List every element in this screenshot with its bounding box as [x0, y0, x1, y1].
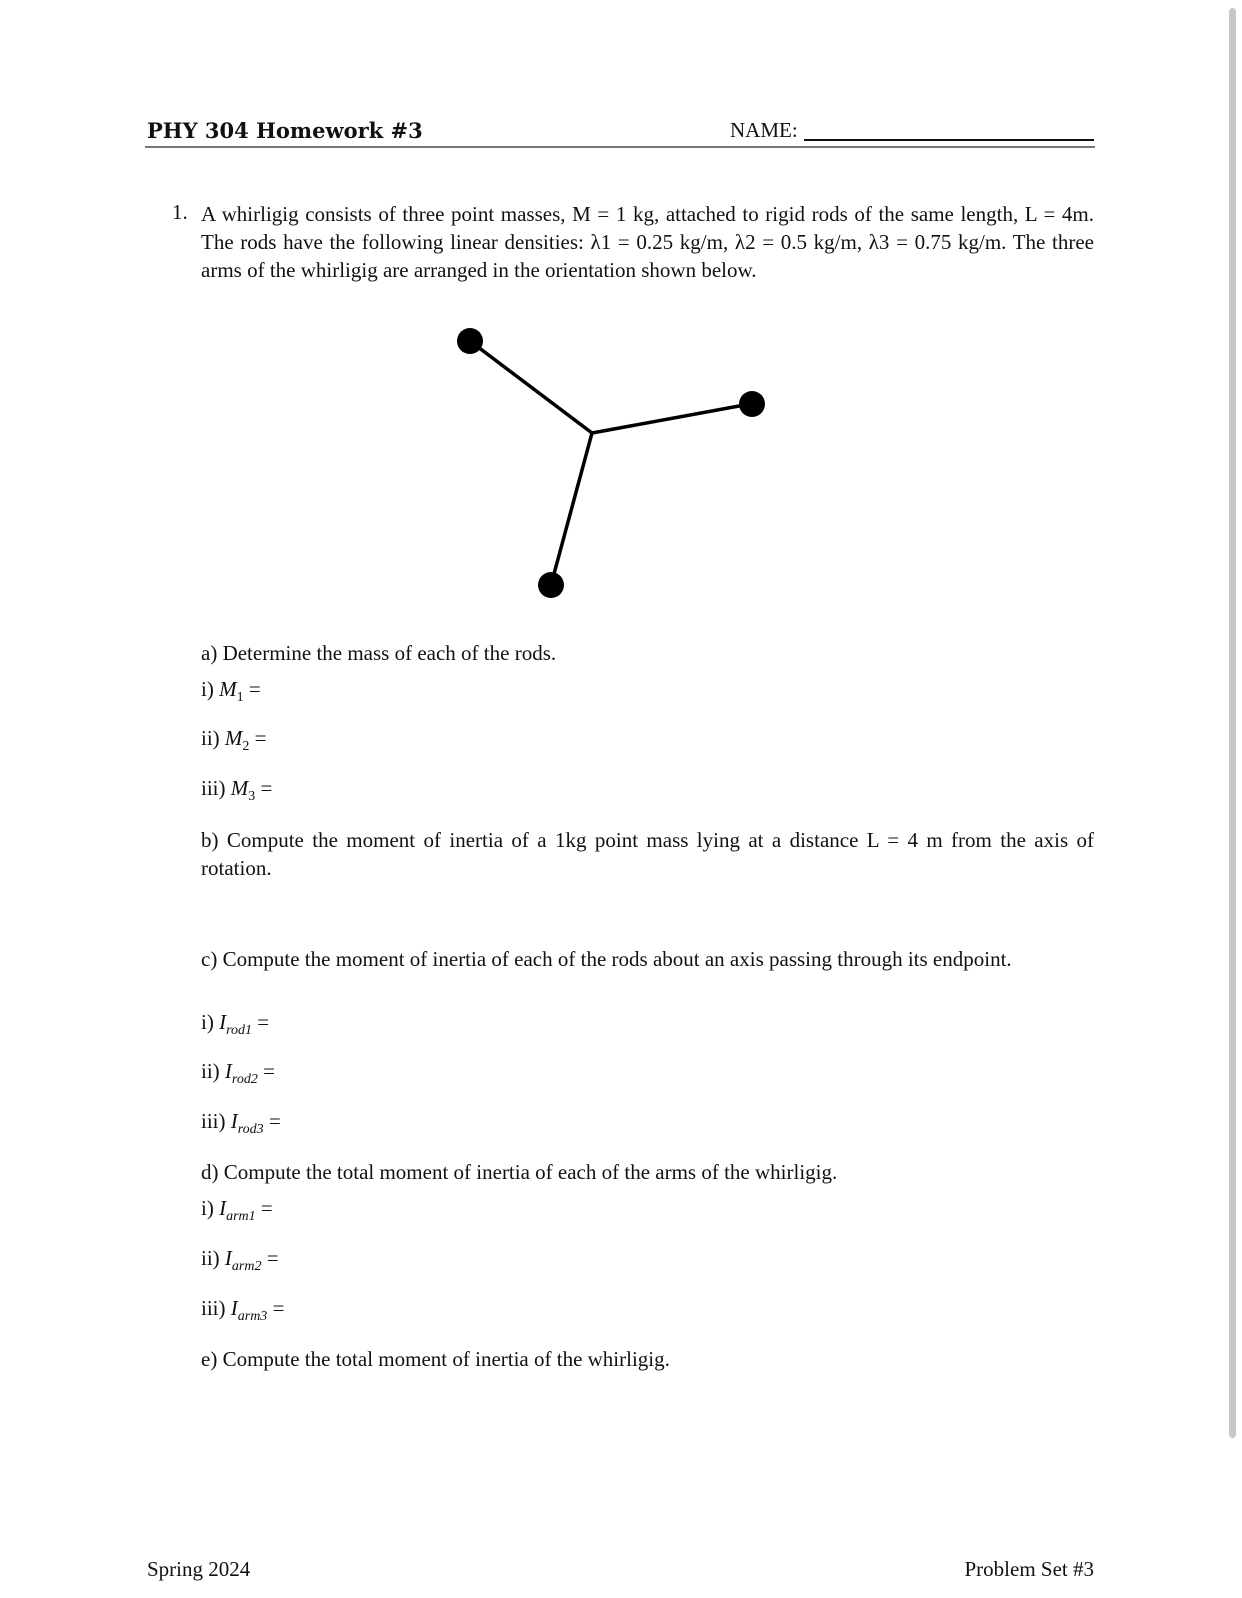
rod-2 — [592, 404, 750, 433]
part-a-item: ii) $M_2$ = — [201, 726, 267, 754]
footer-semester: Spring 2024 — [147, 1557, 251, 1581]
vertical-scrollbar[interactable] — [1229, 8, 1236, 1438]
part-c-item: ii) $I_{rod2}$ = — [201, 1059, 275, 1087]
name-blank-line — [804, 139, 1094, 141]
part-b-prompt: b) Compute the moment of inertia of a 1kg point mass lying at a distance L = 4 m from the axis of rotation. — [201, 828, 1094, 880]
part-d-item: ii) $I_{arm2}$ = — [201, 1246, 279, 1274]
part-a-item: iii) $M_3$ = — [201, 776, 273, 804]
part-d-item: iii) $I_{arm3}$ = — [201, 1296, 285, 1324]
point-mass-2 — [739, 391, 765, 417]
part-d-item: i) $I_{arm1}$ = — [201, 1196, 273, 1224]
footer-problem-set: Problem Set #3 — [964, 1557, 1094, 1581]
part-c-prompt: c) Compute the moment of inertia of each of the rods about an axis passing through its endpoint. — [201, 947, 1012, 971]
point-mass-1 — [457, 328, 483, 354]
whirligig-diagram — [440, 320, 780, 610]
question-number: 1. — [172, 200, 188, 224]
header-rule — [145, 146, 1095, 148]
point-mass-3 — [538, 572, 564, 598]
course-title: PHY 304 Homework #3 — [147, 118, 423, 143]
part-c-item: iii) $I_{rod3}$ = — [201, 1109, 281, 1137]
part-c-item: i) $I_{rod1}$ = — [201, 1010, 270, 1038]
question-text: A whirligig consists of three point masses, M = 1 kg, attached to rigid rods of the same length, L = 4m. The rods have the following linear densities: λ1 = 0.25 kg/m, λ2 = 0.5 kg/m, λ3 = 0.75 kg/m. The three arms of the whirligig are arranged in the orientation shown below. — [201, 202, 1094, 282]
part-d-prompt: d) Compute the total moment of inertia of each of the arms of the whirligig. — [201, 1160, 838, 1184]
name-label: NAME: — [730, 118, 798, 142]
part-e-prompt: e) Compute the total moment of inertia of the whirligig. — [201, 1347, 670, 1371]
rod-3 — [551, 433, 592, 585]
part-a-prompt: a) Determine the mass of each of the rods. — [201, 641, 557, 665]
rod-1 — [470, 341, 592, 433]
part-a-item: i) $M_1$ = — [201, 677, 261, 705]
